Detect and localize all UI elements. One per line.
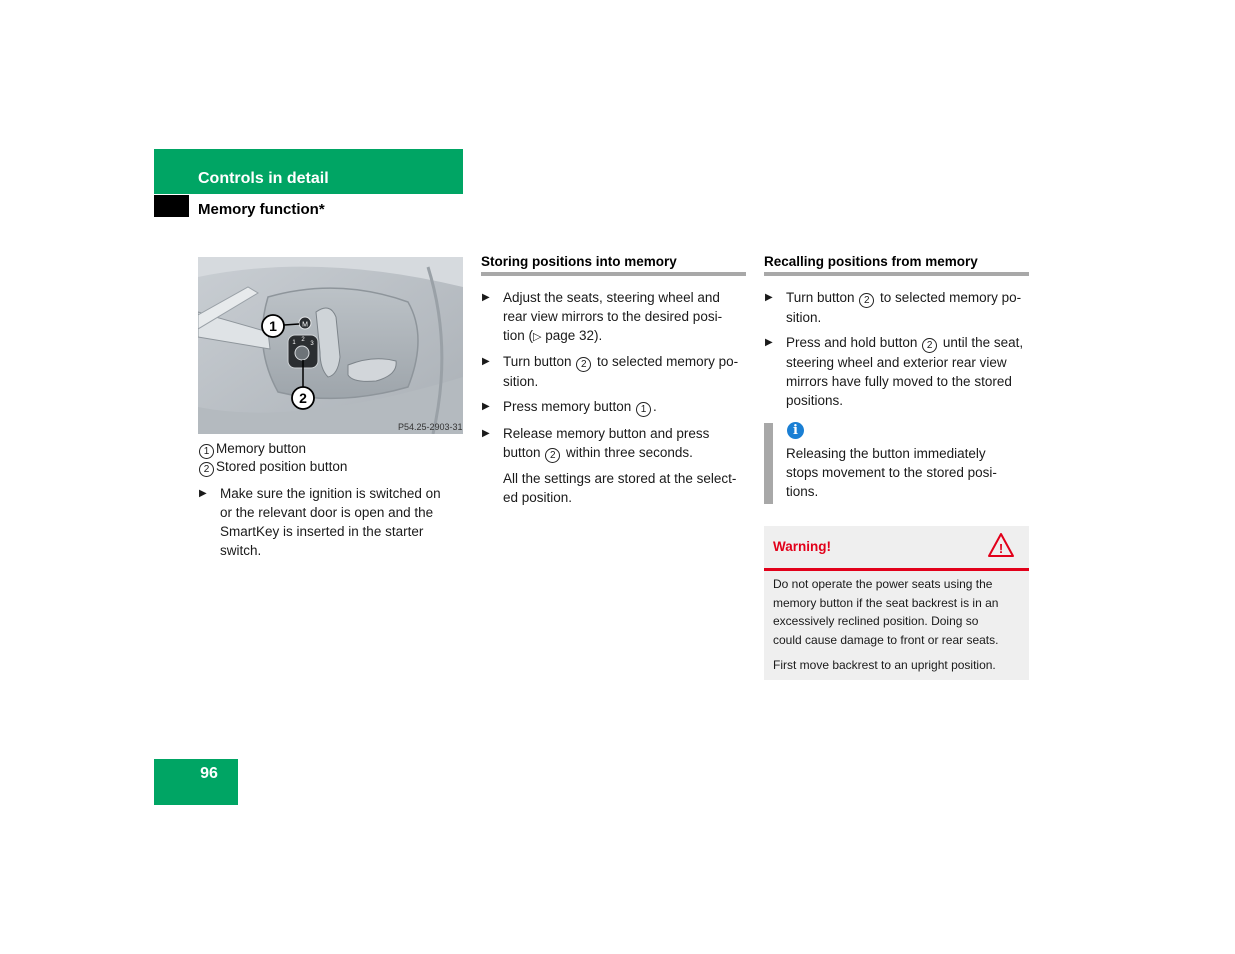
heading-rule bbox=[481, 272, 746, 276]
legend-number: 1 bbox=[199, 444, 214, 459]
text-line: SmartKey is inserted in the starter bbox=[220, 524, 424, 539]
text-line: positions. bbox=[786, 393, 844, 408]
recalling-step-2 bbox=[786, 333, 1031, 410]
text-line: Do not operate the power seats using the bbox=[773, 577, 993, 591]
section-tab-marker bbox=[154, 195, 189, 217]
door-memory-controls-photo bbox=[198, 257, 463, 434]
text-fragment: Press and hold button bbox=[786, 335, 922, 350]
legend-item bbox=[198, 439, 306, 459]
step-bullet: ▶ bbox=[482, 356, 490, 367]
text-line: sition. bbox=[786, 310, 822, 325]
text-line: excessively reclined position. Doing so bbox=[773, 614, 979, 628]
text-line: Release memory button and press bbox=[503, 426, 710, 441]
step-bullet: ▶ bbox=[199, 488, 207, 499]
text-line: switch. bbox=[220, 543, 262, 558]
warning-text bbox=[773, 575, 1025, 649]
legend-text: Stored position button bbox=[216, 459, 348, 474]
warning-triangle-icon bbox=[987, 532, 1015, 563]
text-line: ed position. bbox=[503, 490, 573, 505]
button-number: 2 bbox=[859, 293, 874, 308]
section-title: Memory function* bbox=[198, 201, 325, 218]
text-line: All the settings are stored at the select- bbox=[503, 471, 737, 486]
button-number: 2 bbox=[922, 338, 937, 353]
text-line bbox=[786, 288, 1031, 308]
text-fragment: until the seat, bbox=[939, 335, 1024, 350]
page-number: 96 bbox=[200, 765, 218, 782]
text-fragment: within three seconds. bbox=[562, 445, 693, 460]
text-fragment: to selected memory po- bbox=[876, 290, 1022, 305]
text-line: sition. bbox=[503, 374, 539, 389]
storing-heading: Storing positions into memory bbox=[481, 254, 677, 269]
ignition-step bbox=[220, 484, 463, 560]
memory-button-letter: M bbox=[302, 321, 308, 329]
text-line: mirrors have fully moved to the stored bbox=[786, 374, 1012, 389]
text-line: Adjust the seats, steering wheel and bbox=[503, 290, 720, 305]
page-reference-arrow: ▷ bbox=[533, 331, 542, 343]
warning-title: Warning! bbox=[773, 539, 831, 554]
legend-text: Memory button bbox=[216, 441, 307, 456]
position-digit: 2 bbox=[301, 337, 305, 343]
text-fragment: Press memory button bbox=[503, 399, 636, 414]
text-line bbox=[503, 352, 748, 372]
text-fragment: button bbox=[503, 445, 545, 460]
text-line bbox=[503, 443, 748, 463]
info-note-text bbox=[786, 444, 1026, 501]
legend-number: 2 bbox=[199, 462, 214, 477]
text-fragment: to selected memory po- bbox=[593, 354, 739, 369]
text-fragment: Turn button bbox=[786, 290, 859, 305]
warning-triangle-graphic bbox=[987, 532, 1015, 558]
text-line bbox=[786, 333, 1031, 353]
text-line bbox=[503, 326, 748, 347]
callout-2: 2 bbox=[299, 390, 307, 406]
info-icon: i bbox=[787, 422, 804, 439]
text-line: stops movement to the stored posi- bbox=[786, 465, 997, 480]
warning-text-2: First move backrest to an upright position. bbox=[773, 658, 996, 672]
button-number: 2 bbox=[576, 357, 591, 372]
text-fragment: . bbox=[653, 399, 657, 414]
step-bullet: ▶ bbox=[482, 292, 490, 303]
button-number: 2 bbox=[545, 448, 560, 463]
step-bullet: ▶ bbox=[482, 401, 490, 412]
heading-rule bbox=[764, 272, 1029, 276]
text-line: rear view mirrors to the desired posi- bbox=[503, 309, 723, 324]
storing-step-1 bbox=[503, 288, 748, 347]
warning-exclamation: ! bbox=[998, 541, 1004, 556]
text-line: steering wheel and exterior rear view bbox=[786, 355, 1007, 370]
text-line: or the relevant door is open and the bbox=[220, 505, 434, 520]
text-line: could cause damage to front or rear seats. bbox=[773, 632, 999, 647]
step-bullet: ▶ bbox=[482, 428, 490, 439]
storing-step-3 bbox=[503, 397, 748, 417]
storing-note bbox=[503, 469, 748, 507]
chapter-title: Controls in detail bbox=[198, 170, 329, 187]
text-fragment: Turn button bbox=[503, 354, 576, 369]
storing-step-4 bbox=[503, 424, 748, 463]
recalling-step-1 bbox=[786, 288, 1031, 327]
button-number: 1 bbox=[636, 402, 651, 417]
recalling-heading: Recalling positions from memory bbox=[764, 254, 978, 269]
text-line: tions. bbox=[786, 484, 819, 499]
step-bullet: ▶ bbox=[765, 292, 773, 303]
text-fragment: page 32). bbox=[541, 328, 603, 343]
text-fragment: tion ( bbox=[503, 328, 534, 343]
figure-code: P54.25-2903-31 bbox=[398, 422, 463, 432]
callout-1: 1 bbox=[269, 318, 277, 334]
info-note-bar bbox=[764, 423, 773, 504]
warning-rule bbox=[764, 568, 1029, 571]
storing-step-2 bbox=[503, 352, 748, 391]
text-line bbox=[503, 397, 748, 417]
text-line: Releasing the button immediately bbox=[786, 446, 986, 461]
position-digit: 3 bbox=[310, 341, 314, 347]
step-bullet: ▶ bbox=[765, 337, 773, 348]
door-panel-illustration bbox=[198, 257, 463, 434]
position-digit: 1 bbox=[292, 340, 296, 346]
legend-item bbox=[198, 457, 347, 477]
text-line: memory button if the seat backrest is in an bbox=[773, 595, 999, 610]
text-line: Make sure the ignition is switched on bbox=[220, 486, 441, 501]
